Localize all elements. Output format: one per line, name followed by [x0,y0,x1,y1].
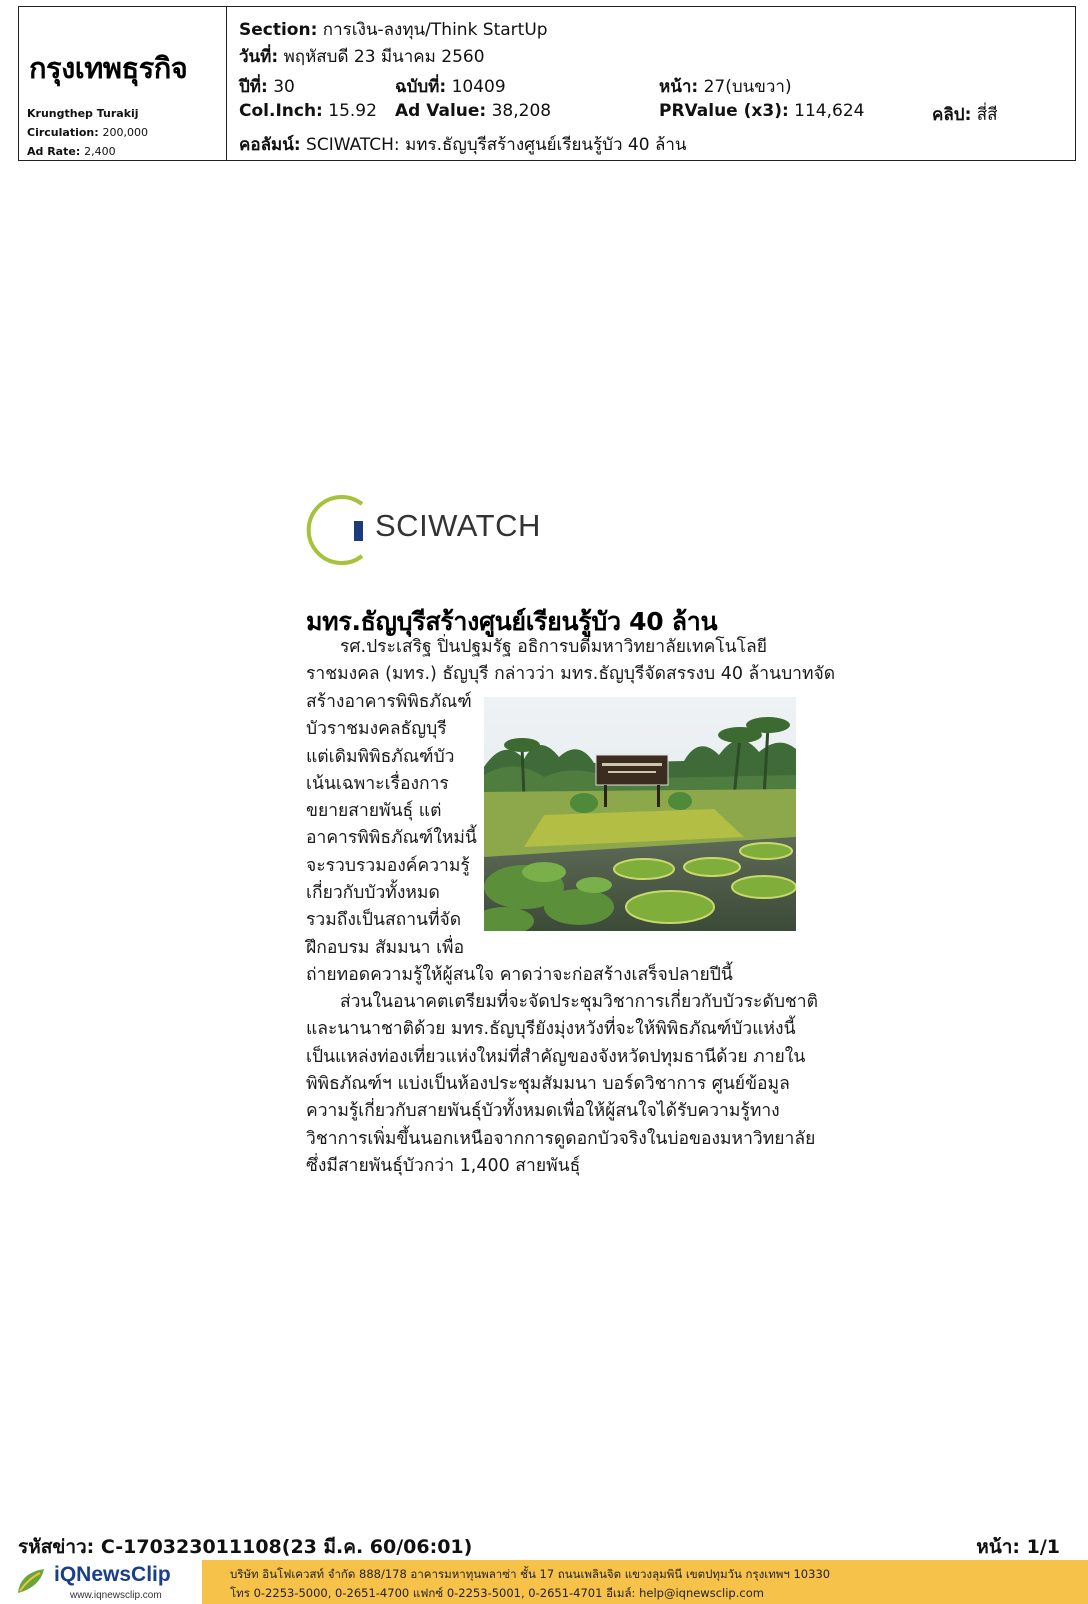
article-line: รศ.ประเสริฐ ปิ่นปฐมรัฐ อธิการบดีมหาวิทยาลัยเทคโนโลยี [340,637,768,657]
clip-type-field: คลิป: สี่สี [932,105,998,125]
advalue-field: Ad Value: 38,208 [395,101,552,121]
article-line: ซึ่งมีสายพันธุ์บัวกว่า 1,400 สายพันธุ์ [306,1156,581,1176]
article-line: ความรู้เกี่ยวกับสายพันธุ์บัวทั้งหมดเพื่อให้ผู้สนใจได้รับความรู้ทาง [306,1101,780,1121]
page-field: หน้า: 27(บนขวา) [659,77,792,97]
clip-metadata [227,7,1075,160]
article-line: วิชาการเพิ่มขึ้นนอกเหนือจากการดูดอกบัวจริงในบ่อของมหาวิทยาลัย [306,1129,816,1149]
colinch-field: Col.Inch: 15.92 [239,101,377,121]
sciwatch-ring-icon [300,494,380,566]
date-field: วันที่: พฤหัสบดี 23 มีนาคม 2560 [239,47,485,67]
clipping-header [18,6,1076,161]
article-line: ราชมงคล (มทร.) ธัญบุรี กล่าวว่า มทร.ธัญบุรีจัดสรรงบ 40 ล้านบาทจัด [306,664,836,684]
article-headline: มทร.ธัญบุรีสร้างศูนย์เรียนรู้บัว 40 ล้าน [306,607,718,636]
article-line: และนานาชาติด้วย มทร.ธัญบุรียังมุ่งหวังที่จะให้พิพิธภัณฑ์บัวแห่งนี้ [306,1019,796,1039]
article-line: แต่เดิมพิพิธภัณฑ์บัว [306,747,455,767]
sciwatch-brand: SCIWATCH [375,508,541,543]
article-line: ขยายสายพันธุ์ แต่ [306,801,442,821]
article-line: พิพิธภัณฑ์ฯ แบ่งเป็นห้องประชุมสัมมนา บอร์ดวิชาการ ศูนย์ข้อมูล [306,1074,790,1094]
iqnewsclip-leaf-icon [14,1565,50,1597]
publication-name-en: Krungthep Turakij [27,107,139,120]
article-line: เป็นแหล่งท่องเที่ยวแห่งใหม่ที่สำคัญของจังหวัดปทุมธานีด้วย ภายใน [306,1047,806,1067]
article-line: รวมถึงเป็นสถานที่จัด [306,910,462,930]
column-field: คอลัมน์: SCIWATCH: มทร.ธัญบุรีสร้างศูนย์เรียนรู้บัว 40 ล้าน [239,135,687,155]
article-line: ส่วนในอนาคตเตรียมที่จะจัดประชุมวิชาการเกี่ยวกับบัวระดับชาติ [340,992,819,1012]
article-line: บัวราชมงคลธัญบุรี [306,719,447,739]
article-line: ฝึกอบรม สัมมนา เพื่อ [306,938,465,958]
article-line: สร้างอาคารพิพิธภัณฑ์ [306,692,472,712]
page-counter: หน้า: 1/1 [976,1536,1060,1558]
ad-rate: Ad Rate: 2,400 [27,145,116,158]
article-line: เกี่ยวกับบัวทั้งหมด [306,883,440,903]
circulation: Circulation: 200,000 [27,126,148,139]
issue-field: ฉบับที่: 10409 [395,77,506,97]
article-line: อาคารพิพิธภัณฑ์ใหม่นี้ [306,828,477,848]
iqnewsclip-logo: iQNewsClip www.iqnewsclip.com [0,1560,202,1604]
article-line: ถ่ายทอดความรู้ให้ผู้สนใจ คาดว่าจะก่อสร้างเสร็จปลายปีนี้ [306,965,733,985]
company-contact: โทร 0-2253-5000, 0-2651-4700 แฟกซ์ 0-2253-5001, 0-2651-4701 อีเมล์: help@iqnewsclip.com [230,1586,764,1600]
section-field: Section: การเงิน-ลงทุน/Think StartUp [239,20,548,40]
sciwatch-logo [300,494,560,564]
year-field: ปีที่: 30 [239,77,295,97]
lotus-pond-photo [484,697,796,931]
company-address: บริษัท อินโฟเควสท์ จำกัด 888/178 อาคารมหาทุนพลาซ่า ชั้น 17 ถนนเพลินจิต แขวงลุมพินี เขตปทุมวัน กรุงเทพฯ 10330 [230,1567,831,1581]
news-id: รหัสข่าว: C-170323011108(23 มี.ค. 60/06:01) [18,1536,473,1558]
article-line: เน้นเฉพาะเรื่องการ [306,774,449,794]
publication-block [19,7,227,160]
publication-logo: กรุงเทพธุรกิจ [29,51,188,85]
footer-bar [0,1560,1088,1604]
article-line: จะรวบรวมองค์ความรู้ [306,856,470,876]
prvalue-field: PRValue (x3): 114,624 [659,101,865,121]
